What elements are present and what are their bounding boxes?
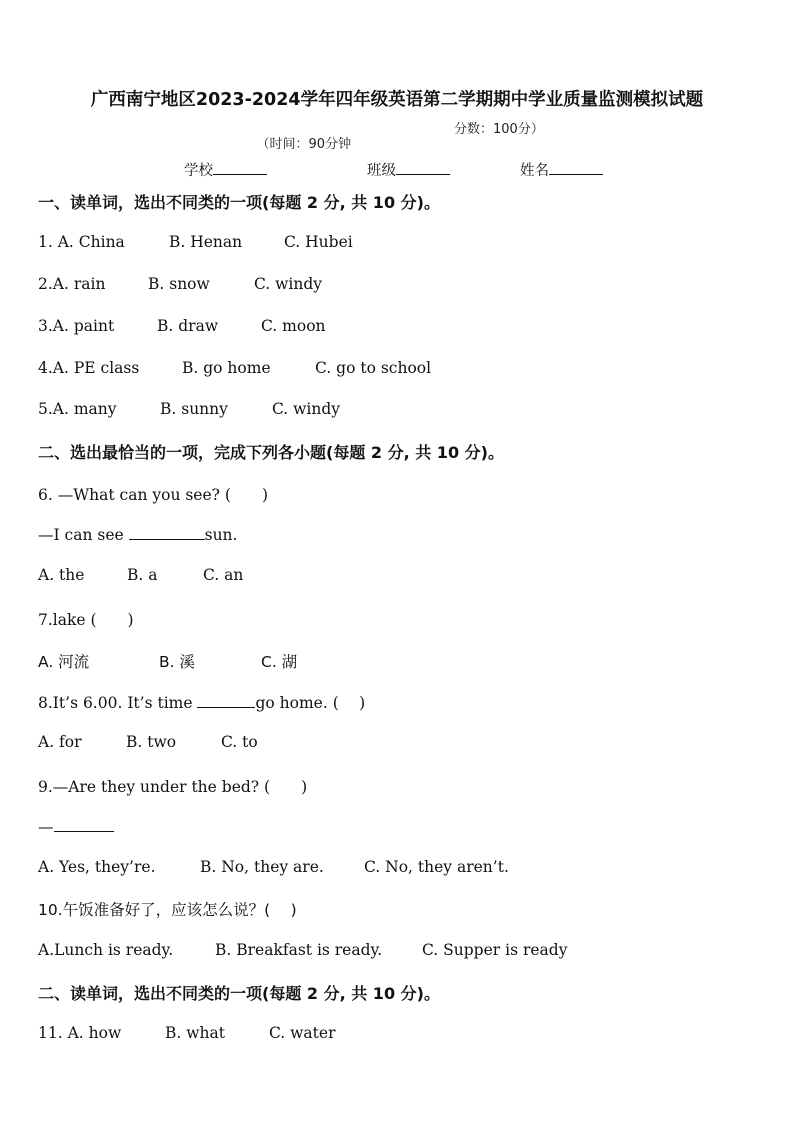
q11-option-c: C. water	[269, 1024, 336, 1042]
q11-option-a: 11. A. how	[38, 1024, 122, 1042]
q1-option-c: C. Hubei	[284, 233, 353, 251]
q7-option-b: B. 溪	[159, 653, 195, 671]
name-field[interactable]	[520, 159, 603, 180]
section-3-heading: 二、读单词，选出不同类的一项(每题 2 分, 共 10 分)。	[38, 984, 440, 1003]
question-9-stem: 9.—Are they under the bed? ( )	[38, 778, 308, 796]
q9-option-c: C. No, they aren’t.	[364, 858, 509, 876]
q11-option-b: B. what	[165, 1024, 225, 1042]
q2-option-c: C. windy	[254, 275, 323, 293]
q8-stem-pre: 8.It’s 6.00. It’s time	[38, 694, 193, 712]
q3-option-c: C. moon	[261, 317, 326, 335]
q6-answer-blank[interactable]	[129, 525, 205, 540]
class-field[interactable]	[367, 159, 450, 180]
q4-option-b: B. go home	[182, 359, 271, 377]
exam-score: 分数：100分）	[454, 122, 544, 137]
q8-option-c: C. to	[221, 733, 258, 751]
school-blank[interactable]	[213, 160, 267, 175]
q8-stem-post: go home. ( )	[255, 694, 366, 712]
q10-option-c: C. Supper is ready	[422, 941, 568, 959]
school-label: 学校	[184, 163, 213, 179]
q2-option-b: B. snow	[148, 275, 210, 293]
q10-option-a: A.Lunch is ready.	[38, 941, 174, 959]
q3-option-b: B. draw	[157, 317, 219, 335]
section-2-heading: 二、选出最恰当的一项，完成下列各小题(每题 2 分, 共 10 分)。	[38, 443, 504, 462]
question-9-line	[38, 817, 114, 836]
q5-option-a: 5.A. many	[38, 400, 117, 418]
school-field[interactable]	[184, 159, 267, 180]
class-blank[interactable]	[396, 160, 450, 175]
q10-option-b: B. Breakfast is ready.	[215, 941, 383, 959]
q5-option-b: B. sunny	[160, 400, 228, 418]
q7-option-c: C. 湖	[261, 653, 298, 671]
name-blank[interactable]	[549, 160, 603, 175]
q9-option-b: B. No, they are.	[200, 858, 324, 876]
question-6-line	[38, 525, 237, 544]
question-8-stem	[38, 691, 365, 713]
q2-option-a: 2.A. rain	[38, 275, 106, 293]
question-7-stem: 7.lake ( )	[38, 611, 134, 629]
question-10-stem: 10.午饭准备好了，应该怎么说？( )	[38, 901, 297, 919]
q6-line-post: sun.	[204, 526, 238, 544]
name-label: 姓名	[520, 163, 549, 179]
q6-option-a: A. the	[38, 566, 85, 584]
exam-title: 广西南宁地区2023-2024学年四年级英语第二学期期中学业质量监测模拟试题	[90, 90, 704, 110]
q7-option-a: A. 河流	[38, 653, 90, 671]
q8-answer-blank[interactable]	[197, 693, 255, 708]
q4-option-c: C. go to school	[315, 359, 432, 377]
q9-option-a: A. Yes, they’re.	[38, 858, 156, 876]
q6-option-b: B. a	[127, 566, 158, 584]
q6-option-c: C. an	[203, 566, 244, 584]
q9-answer-blank[interactable]	[54, 817, 114, 832]
exam-time: （时间：90分钟	[256, 137, 352, 152]
q6-line-pre: —I can see	[38, 526, 124, 544]
q5-option-c: C. windy	[272, 400, 341, 418]
q3-option-a: 3.A. paint	[38, 317, 115, 335]
q1-option-a: 1. A. China	[38, 233, 125, 251]
q1-option-b: B. Henan	[169, 233, 243, 251]
class-label: 班级	[367, 163, 396, 179]
q8-option-b: B. two	[126, 733, 177, 751]
q4-option-a: 4.A. PE class	[38, 359, 140, 377]
section-1-heading: 一、读单词，选出不同类的一项(每题 2 分, 共 10 分)。	[38, 193, 440, 212]
q9-dash: —	[38, 818, 54, 836]
question-6-stem: 6. —What can you see? ( )	[38, 486, 268, 504]
q8-option-a: A. for	[38, 733, 82, 751]
